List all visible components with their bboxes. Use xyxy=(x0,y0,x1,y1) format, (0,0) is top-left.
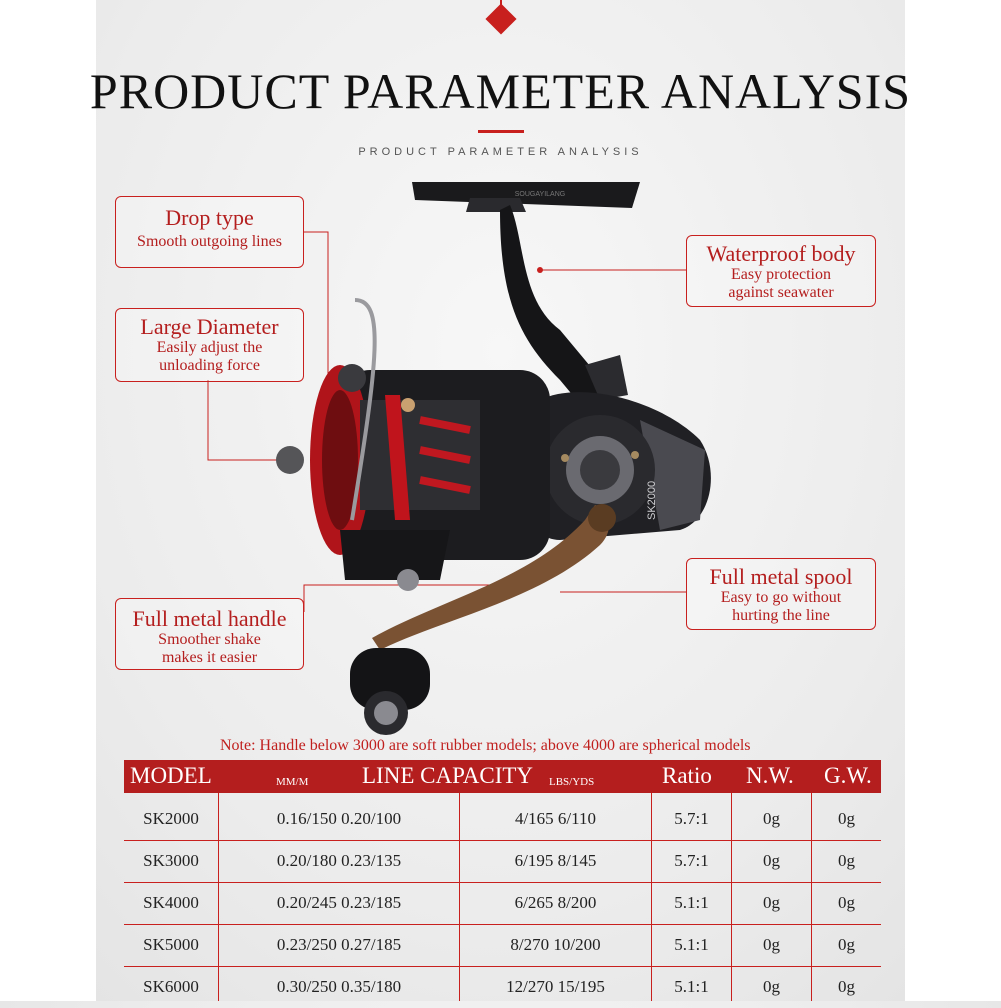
cell-gw: 0g xyxy=(838,893,855,912)
callout-desc: Smooth outgoing lines xyxy=(137,233,282,250)
cell-ratio: 5.1:1 xyxy=(674,893,709,912)
callout-desc: against seawater xyxy=(728,284,834,301)
cell-nw: 0g xyxy=(763,893,780,912)
callout-drop-type xyxy=(115,196,304,268)
cell-mm: 0.20/245 0.23/185 xyxy=(276,893,402,912)
cell-mm: 0.23/250 0.27/185 xyxy=(276,935,402,954)
callout-title: Drop type xyxy=(165,205,254,230)
cell-lbs: 6/265 8/200 xyxy=(514,893,597,912)
col-ratio: Ratio xyxy=(662,763,712,788)
callout-full-metal-handle xyxy=(115,598,304,670)
col-lbs: LBS/YDS xyxy=(549,776,595,788)
cell-ratio: 5.7:1 xyxy=(674,851,709,870)
cell-lbs: 12/270 15/195 xyxy=(506,977,605,996)
cell-nw: 0g xyxy=(763,977,780,996)
table-row xyxy=(124,798,881,841)
col-gw: G.W. xyxy=(824,763,872,788)
callout-title: Full metal spool xyxy=(709,564,853,589)
cell-nw: 0g xyxy=(763,809,780,828)
cell-model: SK2000 xyxy=(143,809,199,828)
cell-ratio: 5.1:1 xyxy=(674,935,709,954)
callout-desc: hurting the line xyxy=(732,607,830,624)
callout-title: Full metal handle xyxy=(132,606,287,631)
cell-gw: 0g xyxy=(838,809,855,828)
cell-mm: 0.30/250 0.35/180 xyxy=(276,977,402,996)
cell-mm: 0.16/150 0.20/100 xyxy=(276,809,402,828)
table-row xyxy=(124,882,881,925)
cell-model: SK3000 xyxy=(143,851,199,870)
reel-brand-text: SOUGAYILANG xyxy=(514,191,566,198)
page-subtitle: PRODUCT PARAMETER ANALYSIS xyxy=(358,146,643,158)
cell-nw: 0g xyxy=(763,935,780,954)
cell-ratio: 5.1:1 xyxy=(674,977,709,996)
callout-desc: unloading force xyxy=(159,357,260,374)
callout-large-diameter xyxy=(115,308,304,382)
callout-desc: Easy protection xyxy=(731,266,831,283)
col-mm: MM/M xyxy=(276,776,309,788)
cell-gw: 0g xyxy=(838,977,855,996)
col-model: MODEL xyxy=(130,763,212,788)
callout-desc: Easily adjust the xyxy=(156,339,263,356)
cell-model: SK5000 xyxy=(143,935,199,954)
table-header xyxy=(124,760,881,793)
reel-model-text: SK2000 xyxy=(646,480,658,520)
table-row xyxy=(124,840,881,883)
col-nw: N.W. xyxy=(746,763,794,788)
table-row xyxy=(124,924,881,967)
col-line-capacity: LINE CAPACITY xyxy=(362,763,534,788)
cell-lbs: 8/270 10/200 xyxy=(510,935,601,954)
callout-title: Large Diameter xyxy=(140,314,279,339)
callout-waterproof-body xyxy=(686,235,876,307)
cell-mm: 0.20/180 0.23/135 xyxy=(276,851,402,870)
table-row xyxy=(124,966,881,1001)
cell-lbs: 6/195 8/145 xyxy=(514,851,597,870)
cell-lbs: 4/165 6/110 xyxy=(514,809,597,828)
cell-nw: 0g xyxy=(763,851,780,870)
cell-gw: 0g xyxy=(838,935,855,954)
callout-title: Waterproof body xyxy=(706,241,856,266)
callout-desc: Easy to go without xyxy=(720,589,842,606)
page-title: PRODUCT PARAMETER ANALYSIS xyxy=(89,63,912,119)
callout-full-metal-spool xyxy=(686,558,876,630)
callout-desc: makes it easier xyxy=(161,649,258,666)
cell-model: SK4000 xyxy=(143,893,199,912)
callout-desc: Smoother shake xyxy=(158,631,261,648)
handle-note: Note: Handle below 3000 are soft rubber models; above 4000 are spherical models xyxy=(220,737,751,754)
cell-gw: 0g xyxy=(838,851,855,870)
cell-ratio: 5.7:1 xyxy=(674,809,709,828)
cell-model: SK6000 xyxy=(143,977,199,996)
